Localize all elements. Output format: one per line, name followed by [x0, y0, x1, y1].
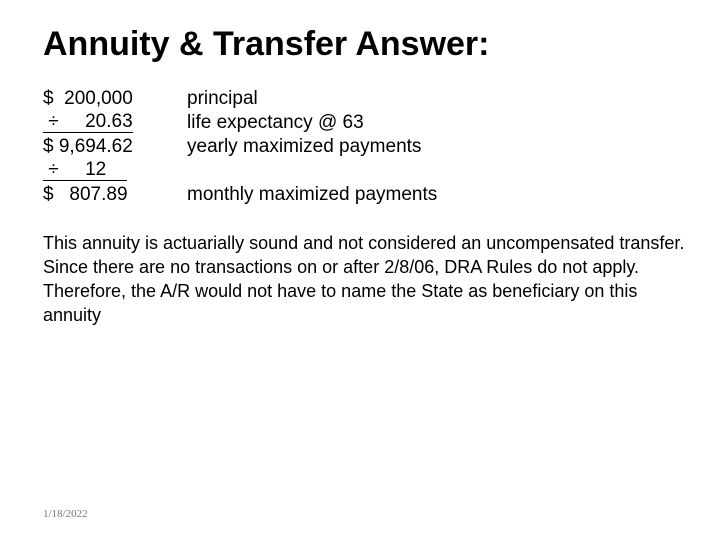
- calc-description: life expectancy @ 63: [187, 112, 364, 133]
- slide-date: 1/18/2022: [43, 508, 88, 520]
- explanation-paragraph: This annuity is actuarially sound and not considered an uncompensated transfer. Since there are no transactions on or after 2/8/06, DRA Rules do not apply. Therefore, the A/R would not have to name the State as beneficiary on this annuity: [43, 233, 685, 325]
- calc-amount: $ 807.89: [43, 184, 128, 205]
- slide-title: Annuity & Transfer Answer:: [43, 25, 490, 63]
- calc-description: principal: [187, 88, 258, 109]
- calc-description: yearly maximized payments: [187, 136, 422, 157]
- calc-description: monthly maximized payments: [187, 184, 438, 205]
- calc-amount: $ 9,694.62: [43, 136, 133, 157]
- calc-amount: ÷ 12: [43, 159, 128, 180]
- calc-amount: ÷ 20.63: [43, 111, 133, 132]
- calc-amount: $ 200,000: [43, 88, 133, 109]
